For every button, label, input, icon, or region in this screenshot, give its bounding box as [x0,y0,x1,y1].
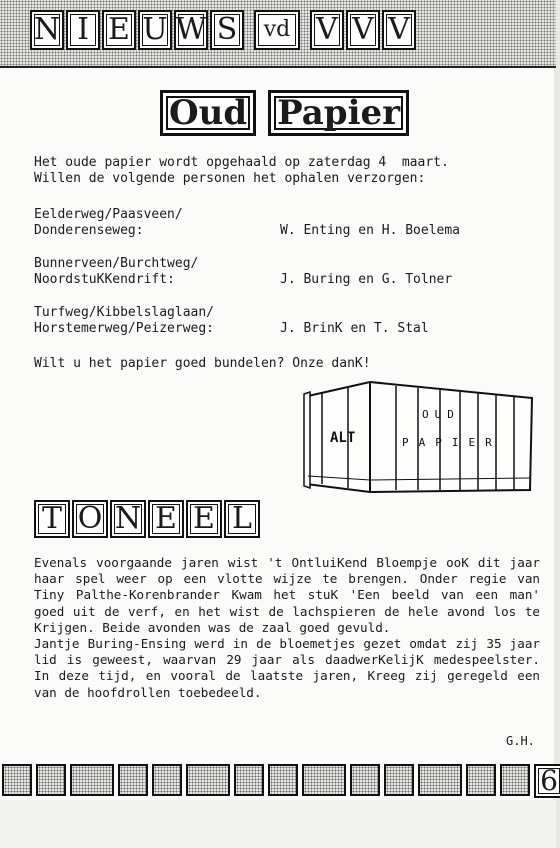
footer-box [70,764,114,796]
title-letter: U [138,10,172,50]
route-3-line-1: Turfweg/Kibbelslaglaan/ [34,305,215,320]
bottom-margin [0,800,556,848]
intro-line-2: Willen de volgende personen het ophalen verzorgen: [34,171,426,186]
route-2-names: J. Buring en G. Tolner [280,272,453,287]
oud-papier-headline [160,90,409,136]
title-letter-vd: vd [254,10,300,50]
route-1-names: W. Enting en H. Boelema [280,223,461,238]
toneel-letter: N [110,500,146,538]
footer-box [234,764,264,796]
title-letter: V [382,10,416,50]
toneel-heading [34,500,260,538]
toneel-letter: O [72,500,108,538]
closing-line: Wilt u het papier goed bundelen? Onze danK! [34,356,371,371]
headline-word-papier: Papier [268,90,409,136]
toneel-paragraph-1: Evenals voorgaande jaren wist 't OntluiKend Bloempje ooK dit jaar haar spel weer op een vlotte wijze te brengen. Onder regie van Tiny Palthe-Korenbrander Kwam het stuK 'Een beeld van een man' goed uit de verf, en het wist de lachspieren de hele avond los te Krijgen. Beide avonden was de zaal goed gevuld. [34,555,540,635]
title-letter: S [210,10,244,50]
paper-container-illustration [300,380,536,500]
title-letter: E [102,10,136,50]
title-letter: I [66,10,100,50]
container-label-alt: ALT [330,430,356,446]
toneel-article [34,555,540,701]
footer-box [186,764,230,796]
intro-line-1: Het oude papier wordt opgehaald op zaterdag 4 maart. [34,155,449,170]
route-2-line-2: NoordstuKKendrift: [34,272,175,287]
toneel-letter: E [148,500,184,538]
footer-box [2,764,32,796]
footer-box [152,764,182,796]
route-3-names: J. BrinK en T. Stal [280,321,429,336]
container-label-oud: OUD [422,408,460,421]
newsletter-title [30,10,416,50]
footer-box [302,764,346,796]
toneel-paragraph-2: Jantje Buring-Ensing werd in de bloemetjes gezet omdat zij 35 jaar lid is geweest, waarvan 29 jaar als daadwerKelijK medespeelster. In deze tijd, en vooral de laatste jaren, Kreeg zij geregeld een van de hoofdrollen toebedeeld. [34,636,540,700]
footer-box-row [2,764,560,798]
container-label-papier: PAPIER [402,436,502,449]
footer-box [466,764,496,796]
title-letter: N [30,10,64,50]
toneel-letter: T [34,500,70,538]
footer-box [384,764,414,796]
footer-box [500,764,530,796]
route-1-line-1: Eelderweg/Paasveen/ [34,207,183,222]
title-letter: W [174,10,208,50]
footer-box [350,764,380,796]
route-2-line-1: Bunnerveen/Burchtweg/ [34,256,199,271]
footer-box [118,764,148,796]
footer-box [268,764,298,796]
headline-word-oud: Oud [160,90,256,136]
footer-box [418,764,462,796]
route-3-line-2: Horstemerweg/Peizerweg: [34,321,215,336]
route-1-line-2: Donderenseweg: [34,223,144,238]
title-letter: V [346,10,380,50]
toneel-letter: E [186,500,222,538]
article-signature: G.H. [506,734,535,748]
footer-box [36,764,66,796]
page-edge [554,0,560,848]
title-letter: V [310,10,344,50]
page-number: 6 [534,764,560,798]
toneel-letter: L [224,500,260,538]
